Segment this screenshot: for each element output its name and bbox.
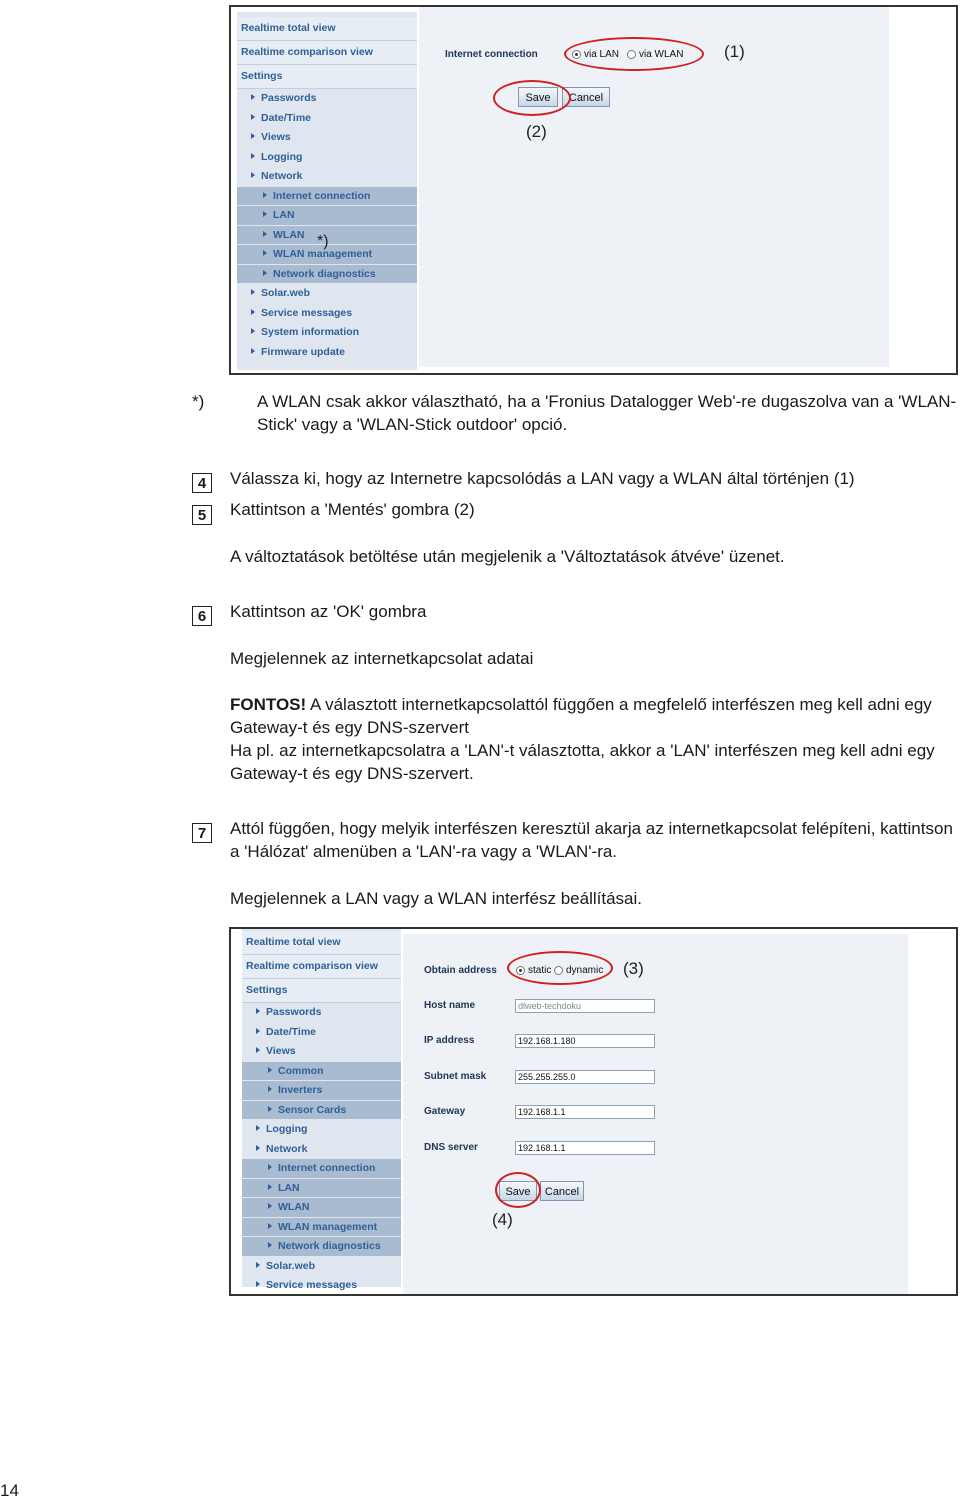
sidebar-item-label: Logging bbox=[261, 150, 303, 163]
sidebar-item-settings[interactable] bbox=[237, 65, 417, 89]
triangle-right-icon bbox=[263, 270, 267, 276]
sidebar-item-network[interactable] bbox=[242, 1140, 401, 1159]
sidebar-item-logging[interactable] bbox=[242, 1120, 401, 1139]
triangle-right-icon bbox=[256, 1145, 260, 1151]
important-note bbox=[230, 693, 958, 739]
sidebar-item-label: Solar.web bbox=[261, 287, 311, 299]
sidebar-item-label: Firmware update bbox=[261, 345, 346, 358]
sidebar-item-passwords[interactable] bbox=[242, 1003, 401, 1022]
triangle-right-icon bbox=[268, 1203, 272, 1209]
subnet-mask-label: Subnet mask bbox=[424, 1071, 487, 1082]
sidebar-item-solar-web[interactable] bbox=[237, 284, 417, 303]
triangle-right-icon bbox=[263, 250, 267, 256]
sidebar-item-realtime-comparison-view[interactable] bbox=[242, 955, 401, 979]
triangle-right-icon bbox=[251, 133, 255, 139]
step-7-result: Megjelennek a LAN vagy a WLAN interfész beállításai. bbox=[230, 889, 642, 908]
important-label: FONTOS! bbox=[230, 695, 307, 714]
highlight-circle-save bbox=[495, 1172, 541, 1208]
cancel-button[interactable]: Cancel bbox=[562, 87, 610, 107]
sidebar-item-lan[interactable] bbox=[242, 1179, 401, 1198]
triangle-right-icon bbox=[251, 114, 255, 120]
gateway-field[interactable]: 192.168.1.1 bbox=[515, 1105, 655, 1119]
step-7-text: Attól függően, hogy melyik interfészen keresztül akarja az internetkapcsolat felépíteni, kattintson a 'Hálózat' almenüben a 'LAN'-ra vagy a 'WLAN'-ra. bbox=[230, 819, 953, 861]
sidebar-item-common[interactable] bbox=[242, 1062, 401, 1081]
triangle-right-icon bbox=[256, 1262, 260, 1268]
triangle-right-icon bbox=[251, 328, 255, 334]
save-button[interactable]: Save bbox=[499, 1181, 537, 1201]
triangle-right-icon bbox=[256, 1008, 260, 1014]
step-6-number: 6 bbox=[192, 606, 212, 626]
sidebar-item-label: System information bbox=[261, 326, 360, 338]
sidebar-item-label: LAN bbox=[273, 209, 295, 221]
sidebar-item-label: Passwords bbox=[261, 92, 317, 104]
sidebar-item-internet-connection[interactable] bbox=[237, 187, 417, 206]
callout-3: (3) bbox=[623, 959, 644, 978]
triangle-right-icon bbox=[256, 1125, 260, 1131]
triangle-right-icon bbox=[268, 1242, 272, 1248]
sidebar-item-network-diagnostics[interactable] bbox=[237, 265, 417, 284]
internet-connection-label: Internet connection bbox=[445, 49, 538, 60]
radio-via-wlan-label: via WLAN bbox=[639, 49, 684, 60]
sidebar-item-date-time[interactable] bbox=[242, 1023, 401, 1042]
sidebar-item-passwords[interactable] bbox=[237, 89, 417, 108]
content-area bbox=[403, 934, 908, 1294]
sidebar-item-label: Network bbox=[266, 1142, 308, 1155]
sidebar-item-label: Date/Time bbox=[266, 1025, 316, 1038]
sidebar-item-views[interactable] bbox=[237, 128, 417, 147]
obtain-address-label: Obtain address bbox=[424, 965, 497, 976]
hostname-label: Host name bbox=[424, 1000, 476, 1011]
step-5-number: 5 bbox=[192, 505, 212, 525]
sidebar-item-label: Date/Time bbox=[261, 111, 311, 124]
sidebar-item-network[interactable] bbox=[237, 167, 417, 186]
highlight-circle-save bbox=[493, 80, 571, 116]
sidebar-item-realtime-total-view[interactable] bbox=[237, 17, 417, 41]
page-number: 14 bbox=[0, 1481, 19, 1500]
callout-4: (4) bbox=[492, 1210, 513, 1229]
step-6-text: Kattintson az 'OK' gombra bbox=[230, 602, 427, 621]
triangle-right-icon bbox=[268, 1106, 272, 1112]
sidebar-item-lan[interactable] bbox=[237, 206, 417, 225]
hostname-field[interactable]: dlweb-techdoku bbox=[515, 999, 655, 1013]
sidebar-item-label: WLAN bbox=[273, 228, 305, 241]
sidebar-item-label: WLAN bbox=[278, 1201, 310, 1213]
sidebar-item-sensor-cards[interactable] bbox=[242, 1101, 401, 1120]
radio-static-label: static bbox=[528, 965, 552, 976]
step-7-number: 7 bbox=[192, 823, 212, 843]
important-text: A választott internetkapcsolattól függően a megfelelő interfészen meg kell adni egy Gateway-t és egy DNS-szervert bbox=[230, 695, 932, 737]
triangle-right-icon bbox=[256, 1281, 260, 1287]
triangle-right-icon bbox=[268, 1223, 272, 1229]
radio-dynamic-label: dynamic bbox=[566, 965, 604, 976]
ip-address-field[interactable]: 192.168.1.180 bbox=[515, 1034, 655, 1048]
triangle-right-icon bbox=[268, 1067, 272, 1073]
triangle-right-icon bbox=[268, 1164, 272, 1170]
step-5-text: Kattintson a 'Mentés' gombra (2) bbox=[230, 500, 475, 519]
step-5-result: A változtatások betöltése után megjelenik a 'Változtatások átvéve' üzenet. bbox=[230, 547, 785, 566]
sidebar-item-label: Settings bbox=[241, 70, 283, 82]
callout-2: (2) bbox=[526, 122, 547, 141]
cancel-button[interactable]: Cancel bbox=[540, 1181, 584, 1201]
step-6-result: Megjelennek az internetkapcsolat adatai bbox=[230, 649, 534, 668]
triangle-right-icon bbox=[251, 348, 255, 354]
highlight-circle-obtain bbox=[507, 951, 613, 985]
sidebar-item-label: Internet connection bbox=[278, 1162, 376, 1174]
sidebar-item-label: WLAN management bbox=[278, 1220, 378, 1233]
sidebar-item-network-diagnostics[interactable] bbox=[242, 1237, 401, 1256]
sidebar-item-solar-web[interactable] bbox=[242, 1257, 401, 1276]
step-4-text: Válassza ki, hogy az Internetre kapcsolódás a LAN vagy a WLAN által történjen (1) bbox=[230, 469, 855, 488]
triangle-right-icon bbox=[251, 309, 255, 315]
sidebar-item-views[interactable] bbox=[242, 1042, 401, 1061]
triangle-right-icon bbox=[263, 192, 267, 198]
sidebar-item-realtime-comparison-view[interactable] bbox=[237, 41, 417, 65]
sidebar-item-label: Solar.web bbox=[266, 1259, 316, 1272]
settings-sidebar bbox=[237, 12, 417, 370]
sidebar-item-label: Realtime comparison view bbox=[246, 960, 378, 972]
triangle-right-icon bbox=[251, 153, 255, 159]
triangle-right-icon bbox=[251, 172, 255, 178]
callout-asterisk: *) bbox=[317, 233, 329, 250]
triangle-right-icon bbox=[256, 1028, 260, 1034]
sidebar-item-firmware-update[interactable] bbox=[237, 343, 417, 362]
triangle-right-icon bbox=[263, 231, 267, 237]
sidebar-item-label: Service messages bbox=[266, 1279, 358, 1291]
sidebar-item-label: Service messages bbox=[261, 306, 353, 319]
triangle-right-icon bbox=[256, 1047, 260, 1053]
sidebar-item-service-messages[interactable] bbox=[242, 1276, 401, 1295]
triangle-right-icon bbox=[268, 1086, 272, 1092]
sidebar-item-label: LAN bbox=[278, 1181, 300, 1194]
note-marker: *) bbox=[192, 392, 205, 411]
dns-server-field[interactable]: 192.168.1.1 bbox=[515, 1141, 655, 1155]
sidebar-item-label: WLAN management bbox=[273, 248, 373, 260]
sidebar-item-label: Inverters bbox=[278, 1084, 323, 1096]
radio-via-lan-label: via LAN bbox=[584, 49, 620, 60]
sidebar-item-internet-connection[interactable] bbox=[242, 1159, 401, 1178]
sidebar-item-logging[interactable] bbox=[237, 148, 417, 167]
sidebar-item-label: Settings bbox=[246, 984, 288, 996]
example-text: Ha pl. az internetkapcsolatra a 'LAN'-t választotta, akkor a 'LAN' interfészen meg kell adni egy Gateway-t és egy DNS-szervert. bbox=[230, 741, 935, 783]
highlight-circle-connection bbox=[564, 37, 704, 71]
sidebar-item-label: Network diagnostics bbox=[273, 267, 376, 280]
triangle-right-icon bbox=[268, 1184, 272, 1190]
sidebar-item-label: Sensor Cards bbox=[278, 1103, 347, 1116]
ip-address-label: IP address bbox=[424, 1035, 475, 1046]
dns-server-label: DNS server bbox=[424, 1142, 478, 1153]
callout-1: (1) bbox=[724, 42, 745, 61]
subnet-mask-field[interactable]: 255.255.255.0 bbox=[515, 1070, 655, 1084]
triangle-right-icon bbox=[251, 94, 255, 100]
sidebar-item-wlan-management[interactable] bbox=[242, 1218, 401, 1237]
sidebar-item-wlan[interactable] bbox=[242, 1198, 401, 1217]
step-4-number: 4 bbox=[192, 473, 212, 493]
sidebar-item-service-messages[interactable] bbox=[237, 304, 417, 323]
sidebar-item-label: Network bbox=[261, 170, 303, 182]
sidebar-item-realtime-total-view[interactable] bbox=[242, 931, 401, 955]
sidebar-item-label: Network diagnostics bbox=[278, 1240, 381, 1252]
sidebar-item-inverters[interactable] bbox=[242, 1081, 401, 1100]
sidebar-item-label: Realtime total view bbox=[246, 936, 341, 948]
save-button[interactable]: Save bbox=[518, 87, 558, 107]
sidebar-item-settings[interactable] bbox=[242, 979, 401, 1003]
triangle-right-icon bbox=[251, 289, 255, 295]
settings-sidebar bbox=[242, 929, 401, 1291]
sidebar-item-label: Internet connection bbox=[273, 189, 371, 202]
note-text: A WLAN csak akkor választható, ha a 'Fronius Datalogger Web'-re dugaszolva van a 'WLAN-Stick' vagy a 'WLAN-Stick outdoor' opció. bbox=[257, 392, 957, 434]
sidebar-item-label: Views bbox=[266, 1045, 296, 1057]
sidebar-item-date-time[interactable] bbox=[237, 109, 417, 128]
sidebar-item-label: Passwords bbox=[266, 1006, 322, 1018]
sidebar-item-label: Views bbox=[261, 131, 291, 143]
screenshot-lan-settings bbox=[229, 927, 958, 1296]
screenshot-internet-connection bbox=[229, 5, 958, 375]
triangle-right-icon bbox=[263, 211, 267, 217]
sidebar-item-system-information[interactable] bbox=[237, 323, 417, 342]
sidebar-item-label: Logging bbox=[266, 1123, 308, 1135]
sidebar-item-label: Realtime total view bbox=[241, 22, 336, 34]
gateway-label: Gateway bbox=[424, 1106, 466, 1117]
sidebar-item-label: Common bbox=[278, 1064, 324, 1077]
sidebar-item-label: Realtime comparison view bbox=[241, 46, 373, 58]
